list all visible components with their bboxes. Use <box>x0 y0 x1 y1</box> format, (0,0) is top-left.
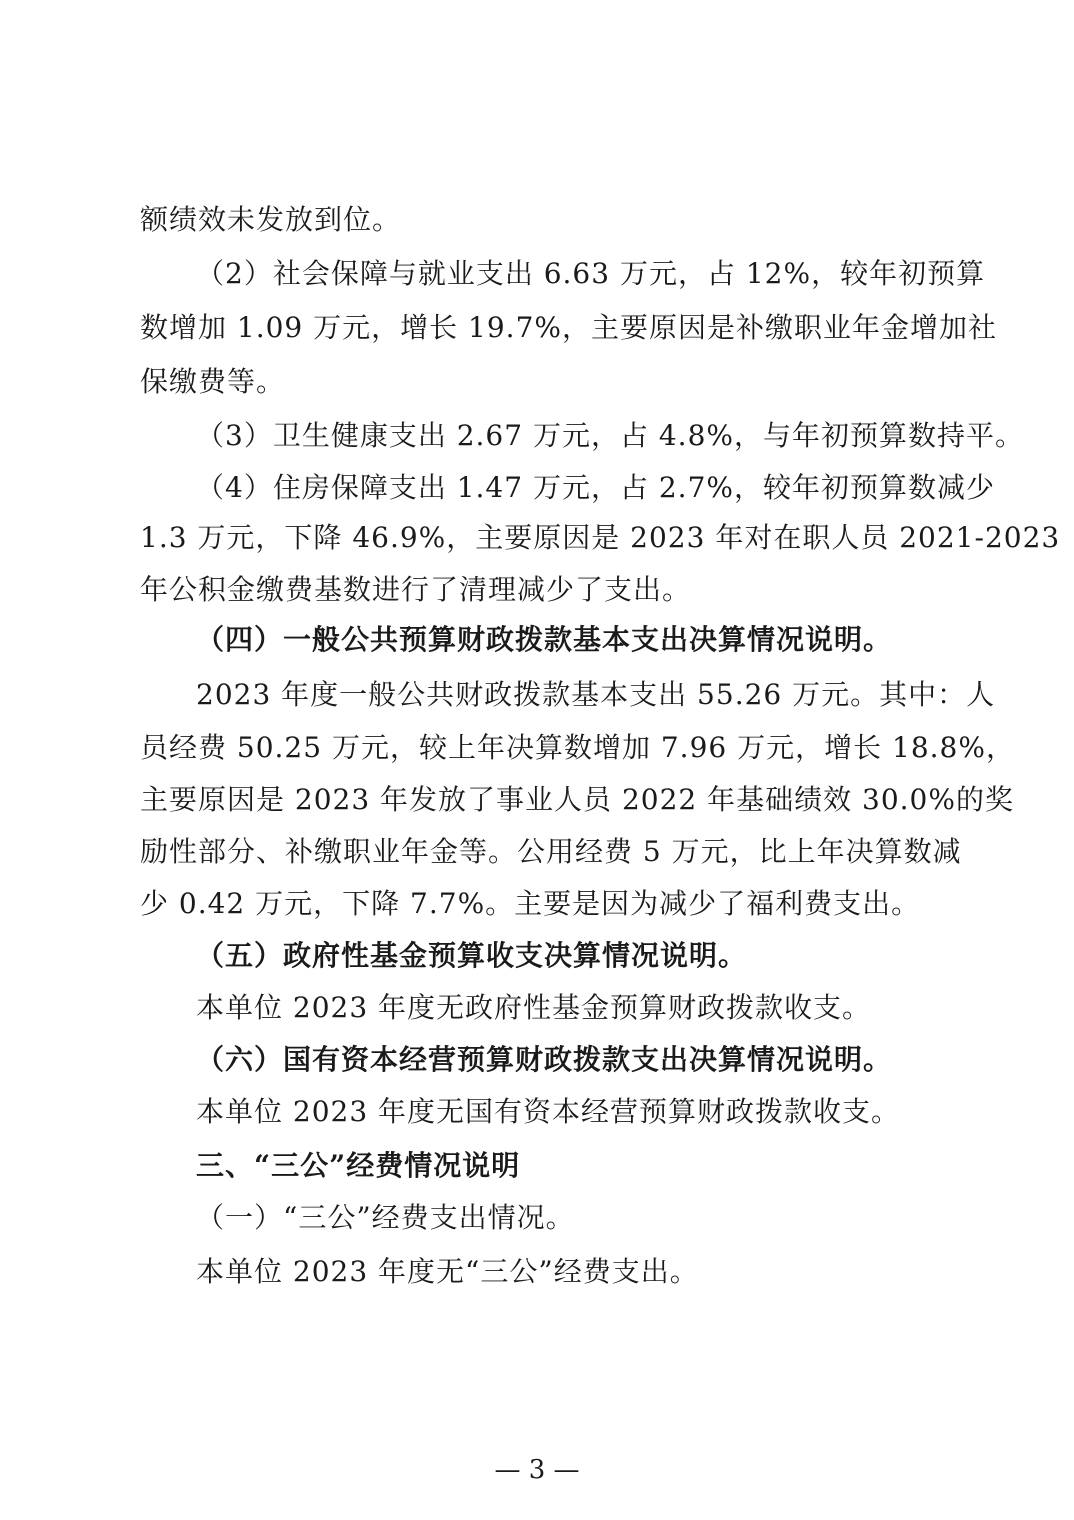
paragraph-line: 1.3 万元，下降 46.9%，主要原因是 2023 年对在职人员 2021-2023 <box>140 521 1061 554</box>
page-number: — 3 — <box>494 1455 580 1485</box>
paragraph-line: 数增加 1.09 万元，增长 19.7%，主要原因是补缴职业年金增加社 <box>140 311 997 344</box>
paragraph-line: 少 0.42 万元，下降 7.7%。主要是因为减少了福利费支出。 <box>140 887 921 920</box>
section-heading: （五）政府性基金预算收支决算情况说明。 <box>196 939 748 972</box>
subsection-heading: （一）“三公”经费支出情况。 <box>196 1201 575 1234</box>
paragraph-line: 励性部分、补缴职业年金等。公用经费 5 万元，比上年决算数减 <box>140 835 962 868</box>
paragraph-line: 员经费 50.25 万元，较上年决算数增加 7.96 万元，增长 18.8%， <box>140 731 1015 764</box>
paragraph-line: 年公积金缴费基数进行了清理减少了支出。 <box>140 573 692 606</box>
paragraph-line: 保缴费等。 <box>140 365 286 398</box>
paragraph-line: 本单位 2023 年度无政府性基金预算财政拨款收支。 <box>196 991 872 1024</box>
paragraph-line: （3）卫生健康支出 2.67 万元，占 4.8%，与年初预算数持平。 <box>196 419 1024 452</box>
paragraph-line: 2023 年度一般公共财政拨款基本支出 55.26 万元。其中：人 <box>196 678 996 711</box>
paragraph-line: （2）社会保障与就业支出 6.63 万元，占 12%，较年初预算 <box>196 257 986 290</box>
paragraph-line: 额绩效未发放到位。 <box>140 203 402 236</box>
section-heading: （四）一般公共预算财政拨款基本支出决算情况说明。 <box>196 623 893 656</box>
paragraph-line: 主要原因是 2023 年发放了事业人员 2022 年基础绩效 30.0%的奖 <box>140 783 1014 816</box>
paragraph-line: 本单位 2023 年度无国有资本经营预算财政拨款收支。 <box>196 1095 901 1128</box>
paragraph-line: 本单位 2023 年度无“三公”经费支出。 <box>196 1255 699 1288</box>
section-heading: （六）国有资本经营预算财政拨款支出决算情况说明。 <box>196 1043 893 1076</box>
chapter-heading: 三、“三公”经费情况说明 <box>196 1149 521 1182</box>
paragraph-line: （4）住房保障支出 1.47 万元，占 2.7%，较年初预算数减少 <box>196 471 995 504</box>
